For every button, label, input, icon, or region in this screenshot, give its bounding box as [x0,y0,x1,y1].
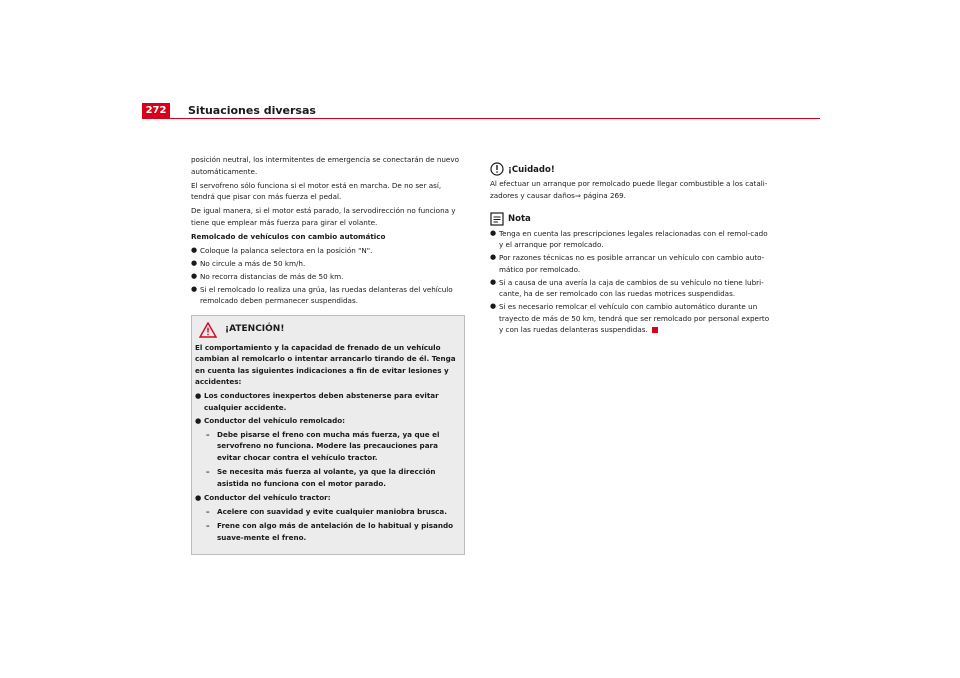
bullet-icon: ● [490,228,497,237]
bullet-icon: ● [490,302,497,310]
dash-item-text: Debe pisarse el freno con mucha más fuerza, ya que el servofreno no funciona. Modere las precauciones para evitar chocar contra el vehículo tractor. [217,429,440,462]
bullet-icon: ● [490,253,497,261]
list-item [195,492,461,504]
paragraph: El servofreno sólo funciona si el motor está en marcha. De no ser así, tendrá que pisar con más fuerza el pedal. [191,180,442,201]
warning-header [195,322,461,338]
caution-title: ¡Cuidado! [508,164,555,175]
list-item [490,252,770,275]
warning-intro: El comportamiento y la capacidad de frenado de un vehículo cambian al remolcarlo o intentar arrancarlo tirando de él. Tenga en cuenta las siguientes indicaciones a fin de evitar lesiones y accidentes: [195,342,456,386]
list-item [191,245,465,257]
list-item-text: Por razones técnicas no es posible arrancar un vehículo con cambio auto-mático por remolcado. [499,253,765,274]
list-item-text: Coloque la palanca selectora en la posición "N". [200,245,373,255]
list-item-text: Si es necesario remolcar el vehículo con cambio automático durante un trayecto de más de 50 km, tendrá que ser remolcado por personal experto y con las ruedas delanteras suspendidas. [499,302,770,334]
dash-icon: – [206,429,210,439]
list-item-text: Los conductores inexpertos deben abstenerse para evitar cualquier accidente. [204,391,439,412]
bullet-icon: ● [191,284,198,293]
list-item [195,415,461,427]
spacer [490,204,770,212]
caution-text [490,178,770,201]
list-item-text: Conductor del vehículo remolcado: [204,416,346,425]
bullet-icon: ● [191,271,198,280]
note-icon [490,212,504,226]
bullet-icon: ● [195,391,202,400]
dash-item [195,429,461,464]
list-item [195,390,461,413]
bullet-icon: ● [191,245,198,254]
right-column [490,162,770,337]
list-item-text: Si a causa de una avería la caja de cambios de su vehículo no tiene lubri-cante, ha de ser remolcado con las ruedas motrices suspendidas. [499,277,764,298]
note-title: Nota [508,214,531,224]
paragraph: posición neutral, los intermitentes de emergencia se conectarán de nuevo automáticamente. [191,155,459,176]
caution-body: Al efectuar un arranque por remolcado puede llegar combustible a los catali-zadores y causar daños [490,179,768,200]
list-item [490,277,770,300]
exclamation-circle-icon [490,162,504,176]
list-item [191,284,465,307]
list-item [490,301,770,336]
dash-item [195,506,461,518]
warning-title: ¡ATENCIÓN! [225,323,285,334]
list-item-text: No recorra distancias de más de 50 km. [200,271,344,281]
dash-item-text: Se necesita más fuerza al volante, ya que la dirección asistida no funciona con el motor parado. [217,467,436,488]
list-item [490,228,770,251]
dash-item-text: Frene con algo más de antelación de lo habitual y pisando suave-mente el freno. [217,521,454,542]
caution-header [490,162,770,176]
dash-item [195,520,461,543]
page-title: Situaciones diversas [188,104,316,117]
header-divider [142,118,820,119]
bullet-icon: ● [490,277,497,286]
paragraph: De igual manera, si el motor está parado, la servodirección no funciona y tiene que emplear más fuerza para girar el volante. [191,206,456,227]
list-item [191,258,465,270]
bullet-icon: ● [195,416,202,425]
note-header [490,212,770,226]
dash-icon: – [206,521,210,530]
dash-icon: – [206,506,210,516]
dash-icon: – [206,467,210,476]
list-item-text: No circule a más de 50 km/h. [200,258,306,268]
page-reference: ⇒ página 269. [574,190,626,200]
dash-item-text: Acelere con suavidad y evite cualquier maniobra brusca. [217,506,447,516]
end-square-icon [652,327,658,333]
list-item-text: Conductor del vehículo tractor: [204,493,331,502]
dash-item [195,466,461,489]
section-heading: Remolcado de vehículos con cambio automático [191,231,386,241]
page-number: 272 [142,103,170,118]
warning-box [191,315,465,556]
bullet-icon: ● [195,493,202,502]
bullet-icon: ● [191,258,198,267]
left-column [191,154,465,555]
list-item-text: Si el remolcado lo realiza una grúa, las ruedas delanteras del vehículo remolcado deben permanecer suspendidas. [200,284,453,305]
warning-triangle-icon [199,322,217,338]
list-item [191,271,465,283]
list-item-text: Tenga en cuenta las prescripciones legales relacionadas con el remol-cado y el arranque por remolcado. [499,228,768,249]
